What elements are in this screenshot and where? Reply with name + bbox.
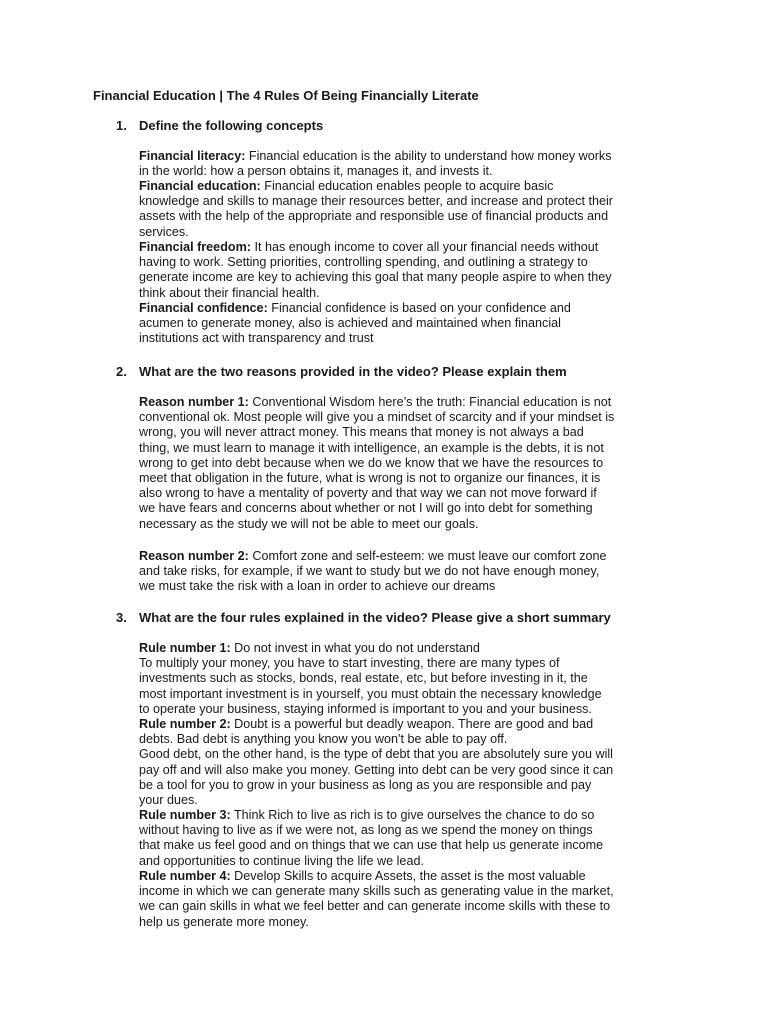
definition-line: income in which we can generate many skills such as generating value in the market, [139, 884, 614, 899]
definition-line: we have fears and concerns about whether or not I will go into debt for something [139, 501, 593, 516]
document-title: Financial Education | The 4 Rules Of Being Financially Literate [93, 88, 479, 103]
definition-text: Financial confidence is based on your confidence and [267, 301, 571, 315]
q3-rule-3 [139, 808, 679, 869]
definition-line: be a tool for you to grow in your business as long as you are responsible and pay [139, 777, 592, 792]
definition-text: Think Rich to live as rich is to give ourselves the chance to do so [230, 808, 595, 822]
definition-line: Good debt, on the other hand, is the type of debt that you are absolutely sure you will [139, 747, 613, 762]
question-1-text: Define the following concepts [139, 118, 324, 133]
definition-text: It has enough income to cover all your financial needs without [250, 240, 599, 254]
question-2-number: 2. [116, 364, 127, 379]
q3-rule-2 [139, 717, 679, 808]
definition-line: pay off and will also make you money. Getting into debt can be very good since it can [139, 762, 614, 777]
definition-line: meet that obligation in the future, what is wrong is not to organize our finances, it is [139, 470, 601, 485]
definition-line: in the world: how a person obtains it, manages it, and invests it. [139, 164, 493, 179]
definition-line: services. [139, 224, 189, 239]
definition-line: think about their financial health. [139, 285, 320, 300]
definition-line: most important investment is in yourself, you must obtain the necessary knowledge [139, 686, 602, 701]
term-label: Rule number 1: [139, 641, 231, 655]
definition-line: assets with the help of the appropriate and responsible use of financial products and [139, 209, 609, 224]
definition-line: also wrong to have a mentality of poverty and that way we can not move forward if [139, 486, 597, 501]
definition-line: necessary as the study we will not be able to meet our goals. [139, 516, 479, 531]
definition-line: help us generate more money. [139, 914, 309, 929]
definition-line: and take risks, for example, if we want to study but we do not have enough money, [139, 564, 600, 579]
term-label: Rule number 4: [139, 869, 231, 883]
definition-line: debts. Bad debt is anything you know you won't be able to pay off. [139, 732, 508, 747]
definition-text: Comfort zone and self-esteem: we must leave our comfort zone [248, 549, 607, 563]
definition-line: acumen to generate money, also is achieved and maintained when financial [139, 316, 561, 331]
definition-line: generate income are key to achieving this goal that many people aspire to when they [139, 270, 612, 285]
definition-line: thing, we must learn to manage it with intelligence, an example is the debts, it is not [139, 440, 604, 455]
definition-line: and opportunities to continue living the life we lead. [139, 853, 424, 868]
question-1-number: 1. [116, 118, 127, 133]
q3-rule-4 [139, 869, 679, 930]
term-label: Reason number 2: [139, 549, 249, 563]
definition-text: Conventional Wisdom here’s the truth: Financial education is not [248, 395, 612, 409]
definition-line: to operate your business, staying informed is important to you and your business. [139, 701, 592, 716]
definition-text: Develop Skills to acquire Assets, the asset is the most valuable [230, 869, 586, 883]
term-label: Financial confidence: [139, 301, 268, 315]
q2-reason-2 [139, 549, 679, 595]
definition-line: we must take the risk with a loan in order to achieve our dreams [139, 579, 496, 594]
q2-reason-1 [139, 395, 679, 532]
term-label: Financial literacy: [139, 149, 246, 163]
definition-text: Doubt is a powerful but deadly weapon. There are good and bad [230, 717, 594, 731]
term-label: Rule number 3: [139, 808, 231, 822]
definition-line: we can gain skills in what we feel better and can generate income skills with these to [139, 899, 611, 914]
term-label: Financial education: [139, 179, 261, 193]
question-3-number: 3. [116, 610, 127, 625]
definition-line: investments such as stocks, bonds, real estate, etc, but before investing in it, the [139, 671, 588, 686]
definition-line: without having to live as if we were not, as long as we spend the money on things [139, 823, 593, 838]
question-2-text: What are the two reasons provided in the video? Please explain them [139, 364, 567, 379]
definition-line: that make us feel good and on things that we can use that help us generate income [139, 838, 604, 853]
term-label: Rule number 2: [139, 717, 231, 731]
q1-financial-freedom [139, 240, 679, 301]
definition-text: Financial education enables people to acquire basic [260, 179, 554, 193]
q1-financial-literacy [139, 149, 679, 179]
definition-line: your dues. [139, 792, 198, 807]
definition-line: To multiply your money, you have to start investing, there are many types of [139, 656, 560, 671]
definition-line: conventional ok. Most people will give you a mindset of scarcity and if your mindset is [139, 410, 615, 425]
definition-text: Financial education is the ability to understand how money works [245, 149, 612, 163]
question-3-text: What are the four rules explained in the video? Please give a short summary [139, 610, 611, 625]
definition-line: wrong, you will never attract money. This means that money is not always a bad [139, 425, 584, 440]
q3-rule-1 [139, 641, 679, 717]
term-label: Reason number 1: [139, 395, 249, 409]
term-label: Financial freedom: [139, 240, 251, 254]
q1-financial-education [139, 179, 679, 240]
definition-text: Do not invest in what you do not understand [230, 641, 480, 655]
definition-line: knowledge and skills to manage their resources better, and increase and protect their [139, 194, 613, 209]
definition-line: having to work. Setting priorities, controlling spending, and outlining a strategy to [139, 255, 588, 270]
definition-line: wrong to get into debt because when we do we know that we have the resources to [139, 455, 604, 470]
q1-financial-confidence [139, 301, 679, 347]
definition-line: institutions act with transparency and trust [139, 331, 374, 346]
